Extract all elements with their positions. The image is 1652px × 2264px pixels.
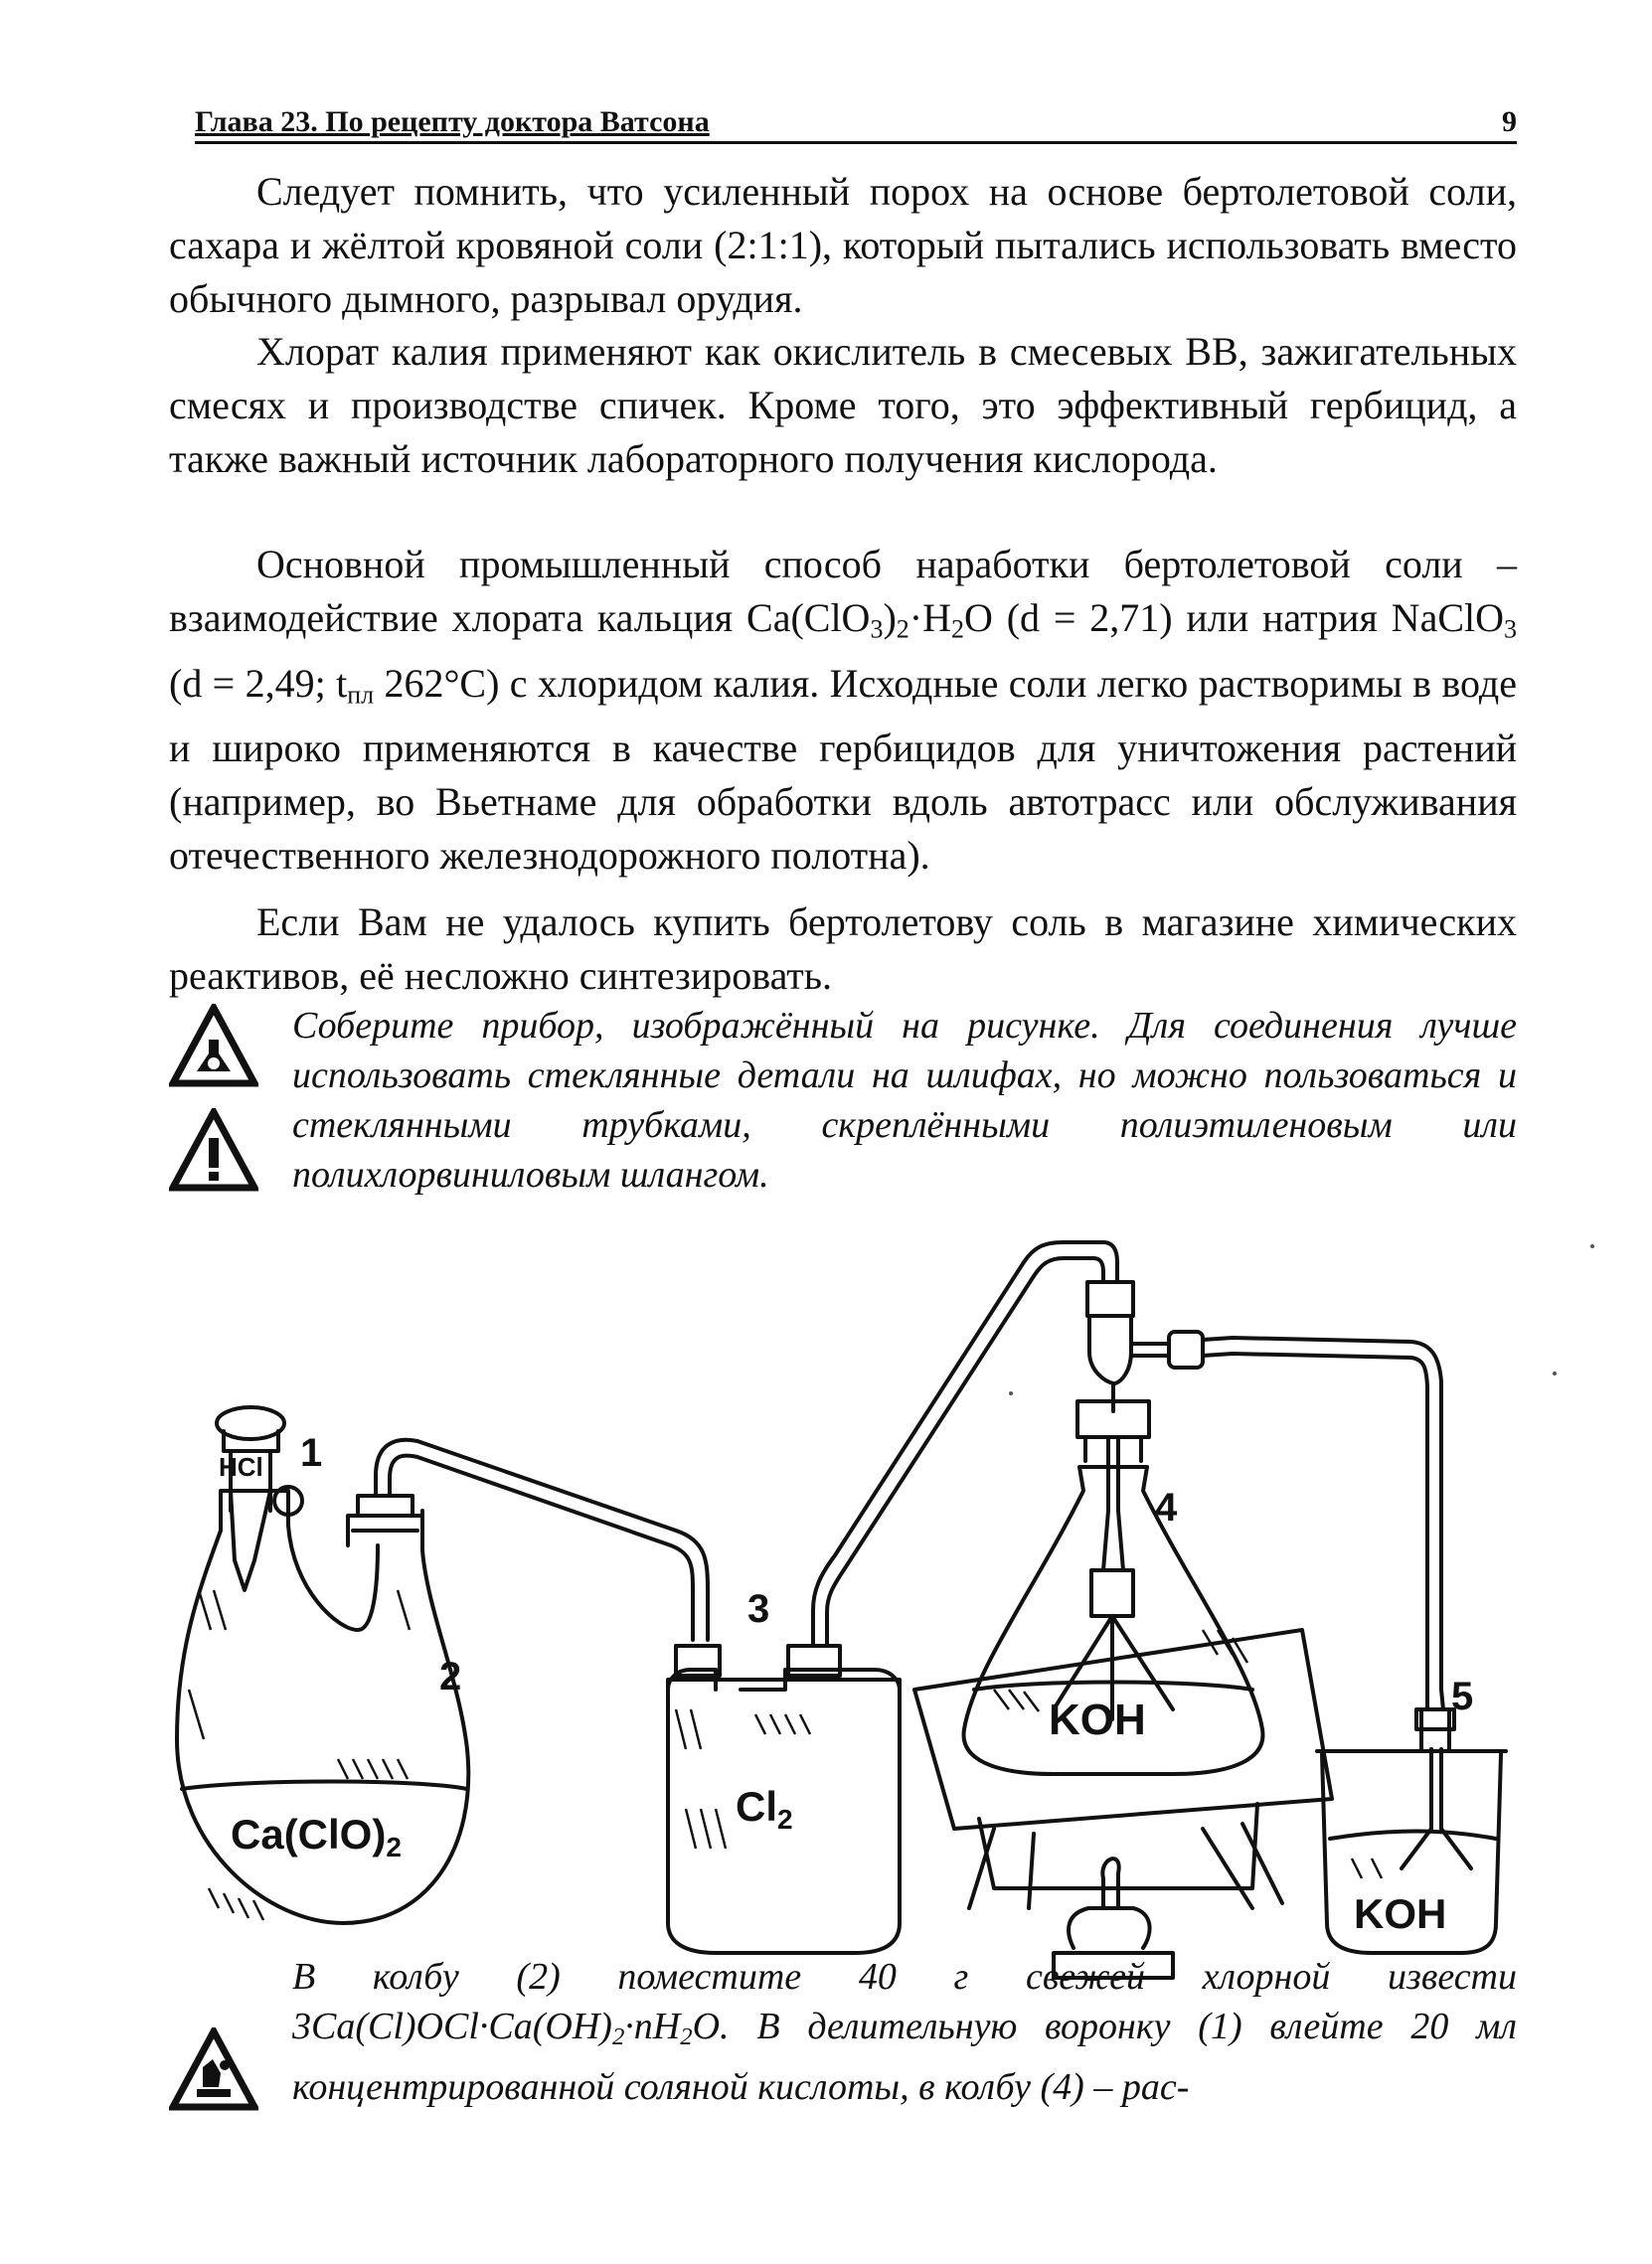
paragraph-4-text: Если Вам не удалось купить бертолетову соль в магазине химических реактивов, её несложно синтезировать.: [169, 899, 1517, 998]
p3-part-f: 262°C) с хлоридом калия. Исходные соли легко растворимы в воде и широко применяются в качестве гербицидов для уничтожения растений (например, во Вьетнаме для обработки вдоль автотрасс или обслуживания отечественного железнодорожного полотна).: [169, 660, 1517, 878]
figure-label-5: 5: [1451, 1675, 1474, 1718]
instruction-1-text: Соберите прибор, изображённый на рисунке. Для соединения лучше использовать стеклянные детали на шлифах, но можно пользоваться и стеклянными трубками, скреплёнными полиэтиленовым или полихлорвиниловым шлангом.: [292, 1005, 1517, 1196]
p3-sub-5: пл: [347, 680, 375, 709]
figure-label-2: 2: [439, 1655, 462, 1698]
p3-sub-4: 3: [1504, 614, 1518, 644]
chapter-title: Глава 23. По рецепту доктора Ватсона: [195, 105, 710, 138]
flask-2-label: Ca(ClO)2: [231, 1811, 402, 1862]
page-number: 9: [1502, 105, 1517, 138]
paragraph-2-text: Хлорат калия применяют как окислитель в смесевых ВВ, зажигательных смесях и производстве спичек. Кроме того, это эффективный гербицид, а также важный источник лабораторного получения кислорода.: [169, 329, 1517, 481]
figure-label-1: 1: [300, 1431, 323, 1475]
figure-label-4: 4: [1155, 1486, 1178, 1530]
scan-speck: [1009, 1391, 1013, 1395]
scan-speck: [1553, 1372, 1557, 1375]
p3-part-e: (d = 2,49; t: [169, 660, 348, 706]
flask-2-body: [177, 1511, 468, 1923]
p3-sub-2: 2: [896, 614, 909, 644]
p3-part-c: ·H: [909, 595, 951, 640]
p3-part-b: ): [883, 595, 897, 640]
instruction-load: [292, 1952, 1517, 2112]
p3-sub-1: 3: [870, 614, 884, 644]
p3-part-d: O (d = 2,71) или натрия NaClO: [964, 595, 1505, 640]
figure-label-3: 3: [747, 1587, 770, 1631]
flask-3-label: Cl2: [736, 1783, 793, 1835]
funnel-label: HCl: [219, 1452, 263, 1482]
paragraph-1-text: Следует помнить, что усиленный порох на основе бертолетовой соли, сахара и жёлтой кровяной соли (2:1:1), который пытались использовать вместо обычного дымного, разрывал орудия.: [169, 169, 1517, 321]
instruction-2-text: В колбу (2) поместите 40 г свежей хлорной извести $3Ca(Cl)OCl\cdot Ca(OH)_2\cdot nH_2O$. В делительную воронку (1) влейте 20 мл концентрированной соляной кислоты, в колбу (4) – рас-: [292, 1956, 1517, 2109]
scan-speck: [1590, 1244, 1594, 1248]
beaker-5-label: KOH: [1354, 1890, 1447, 1937]
p3-sub-3: 2: [951, 614, 964, 644]
flask-4-label: KOH: [1049, 1696, 1146, 1744]
p3-part-a: Основной промышленный способ наработки бертолетовой соли – взаимодействие хлората кальция Ca(ClO: [169, 542, 1517, 640]
